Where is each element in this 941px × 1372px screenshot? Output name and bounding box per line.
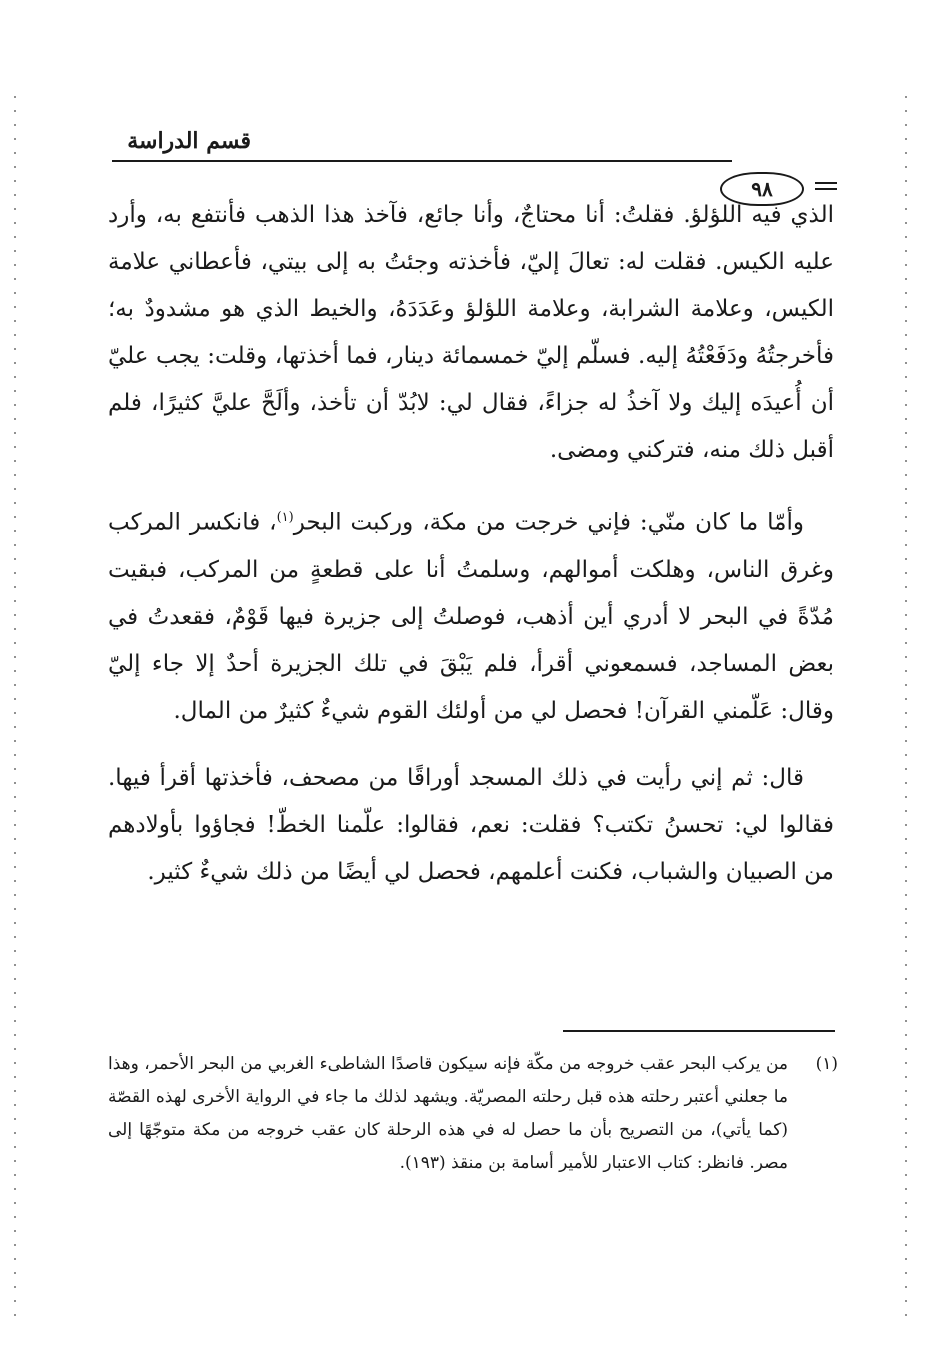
footnote-reference[interactable]: (١): [276, 510, 294, 525]
footnote-text: من يركب البحر عقب خروجه من مكّة فإنه سيكون قاصدًا الشاطىء الغربي من البحر الأحمر، وهذا ما جعلني أعتبر رحلته هذه قبل رحلته المصريّة. ويشهد لذلك ما جاء في الرواية الأخرى لهذه القصّة (كما يأتي)، من التصريح بأن ما حصل له في هذه الرحلة كان عقب خروجه من مكة متوجّهًا إلى مصر. فانظر: كتاب الاعتبار للأمير أسامة بن منقذ (١٩٣).: [108, 1054, 788, 1173]
main-text: [108, 192, 834, 916]
scan-margin-dots-left: [14, 90, 16, 1320]
paragraph-3: قال: ثم إني رأيت في ذلك المسجد أوراقًا من مصحف، فأخذتها أقرأ فيها. فقالوا لي: تحسنُ تكتب؟ فقلت: نعم، فقالوا: علّمنا الخطّ! فجاؤوا بأولادهم من الصبيان والشباب، فكنت أعلمهم، فحصل لي أيضًا من ذلك شيءٌ كثير.: [108, 764, 834, 885]
footnote-number: (١): [815, 1054, 838, 1074]
paragraph-2-rest: ، فانكسر المركب وغرق الناس، وهلكت أموالهم، وسلمتُ أنا على قطعةٍ من المركب، فبقيت مُدّةً في البحر لا أدري أين أذهب، فوصلتُ إلى جزيرة فيها قَوْمٌ، فقعدتُ في بعض المساجد، فسمعوني أقرأ، فلم يَبْقَ في تلك الجزيرة أحدٌ إلا جاء إليّ وقال: عَلّمني القرآن! فحصل لي من أولئك القوم شيءٌ كثيرٌ من المال.: [108, 509, 834, 724]
page-number: ٩٨: [751, 177, 773, 201]
footnote-separator: [563, 1030, 835, 1032]
footnote: [108, 1048, 838, 1180]
scan-margin-dots-right: [905, 90, 907, 1320]
paragraph-1: الذي فيه اللؤلؤ. فقلتُ: أنا محتاجٌ، وأنا جائع، فآخذ هذا الذهب فأنتفع به، وأرد عليه الكيس. فقلت له: تعالَ إليّ، فأخذته وجئتُ به إلى بيتي، فأعطاني علامة الكيس، وعلامة الشرابة، وعلامة اللؤلؤ وعَدَدَهُ، والخيط الذي هو مشدودٌ به؛ فأخرجتُهُ ودَفَعْتُهُ إليه. فسلّم إليّ خمسمائة دينار، فما أخذتها، وقلت: يجب عليّ أن أُعيدَه إليك ولا آخذُ له جزاءً، فقال لي: لابُدّ أن تأخذ، وألَحَّ عليَّ كثيرًا، فلم أقبل ذلك منه، فتركني ومضى.: [108, 202, 834, 463]
header-rule-short-top: [815, 182, 837, 184]
paragraph-2-start: وأمّا ما كان منّي: فإني خرجت من مكة، وركبت البحر: [293, 509, 804, 536]
running-header-title: قسم الدراسة: [127, 128, 251, 154]
paragraph-2: [108, 494, 834, 735]
header-rule: [112, 160, 732, 162]
header-rule-short-bottom: [815, 188, 837, 190]
